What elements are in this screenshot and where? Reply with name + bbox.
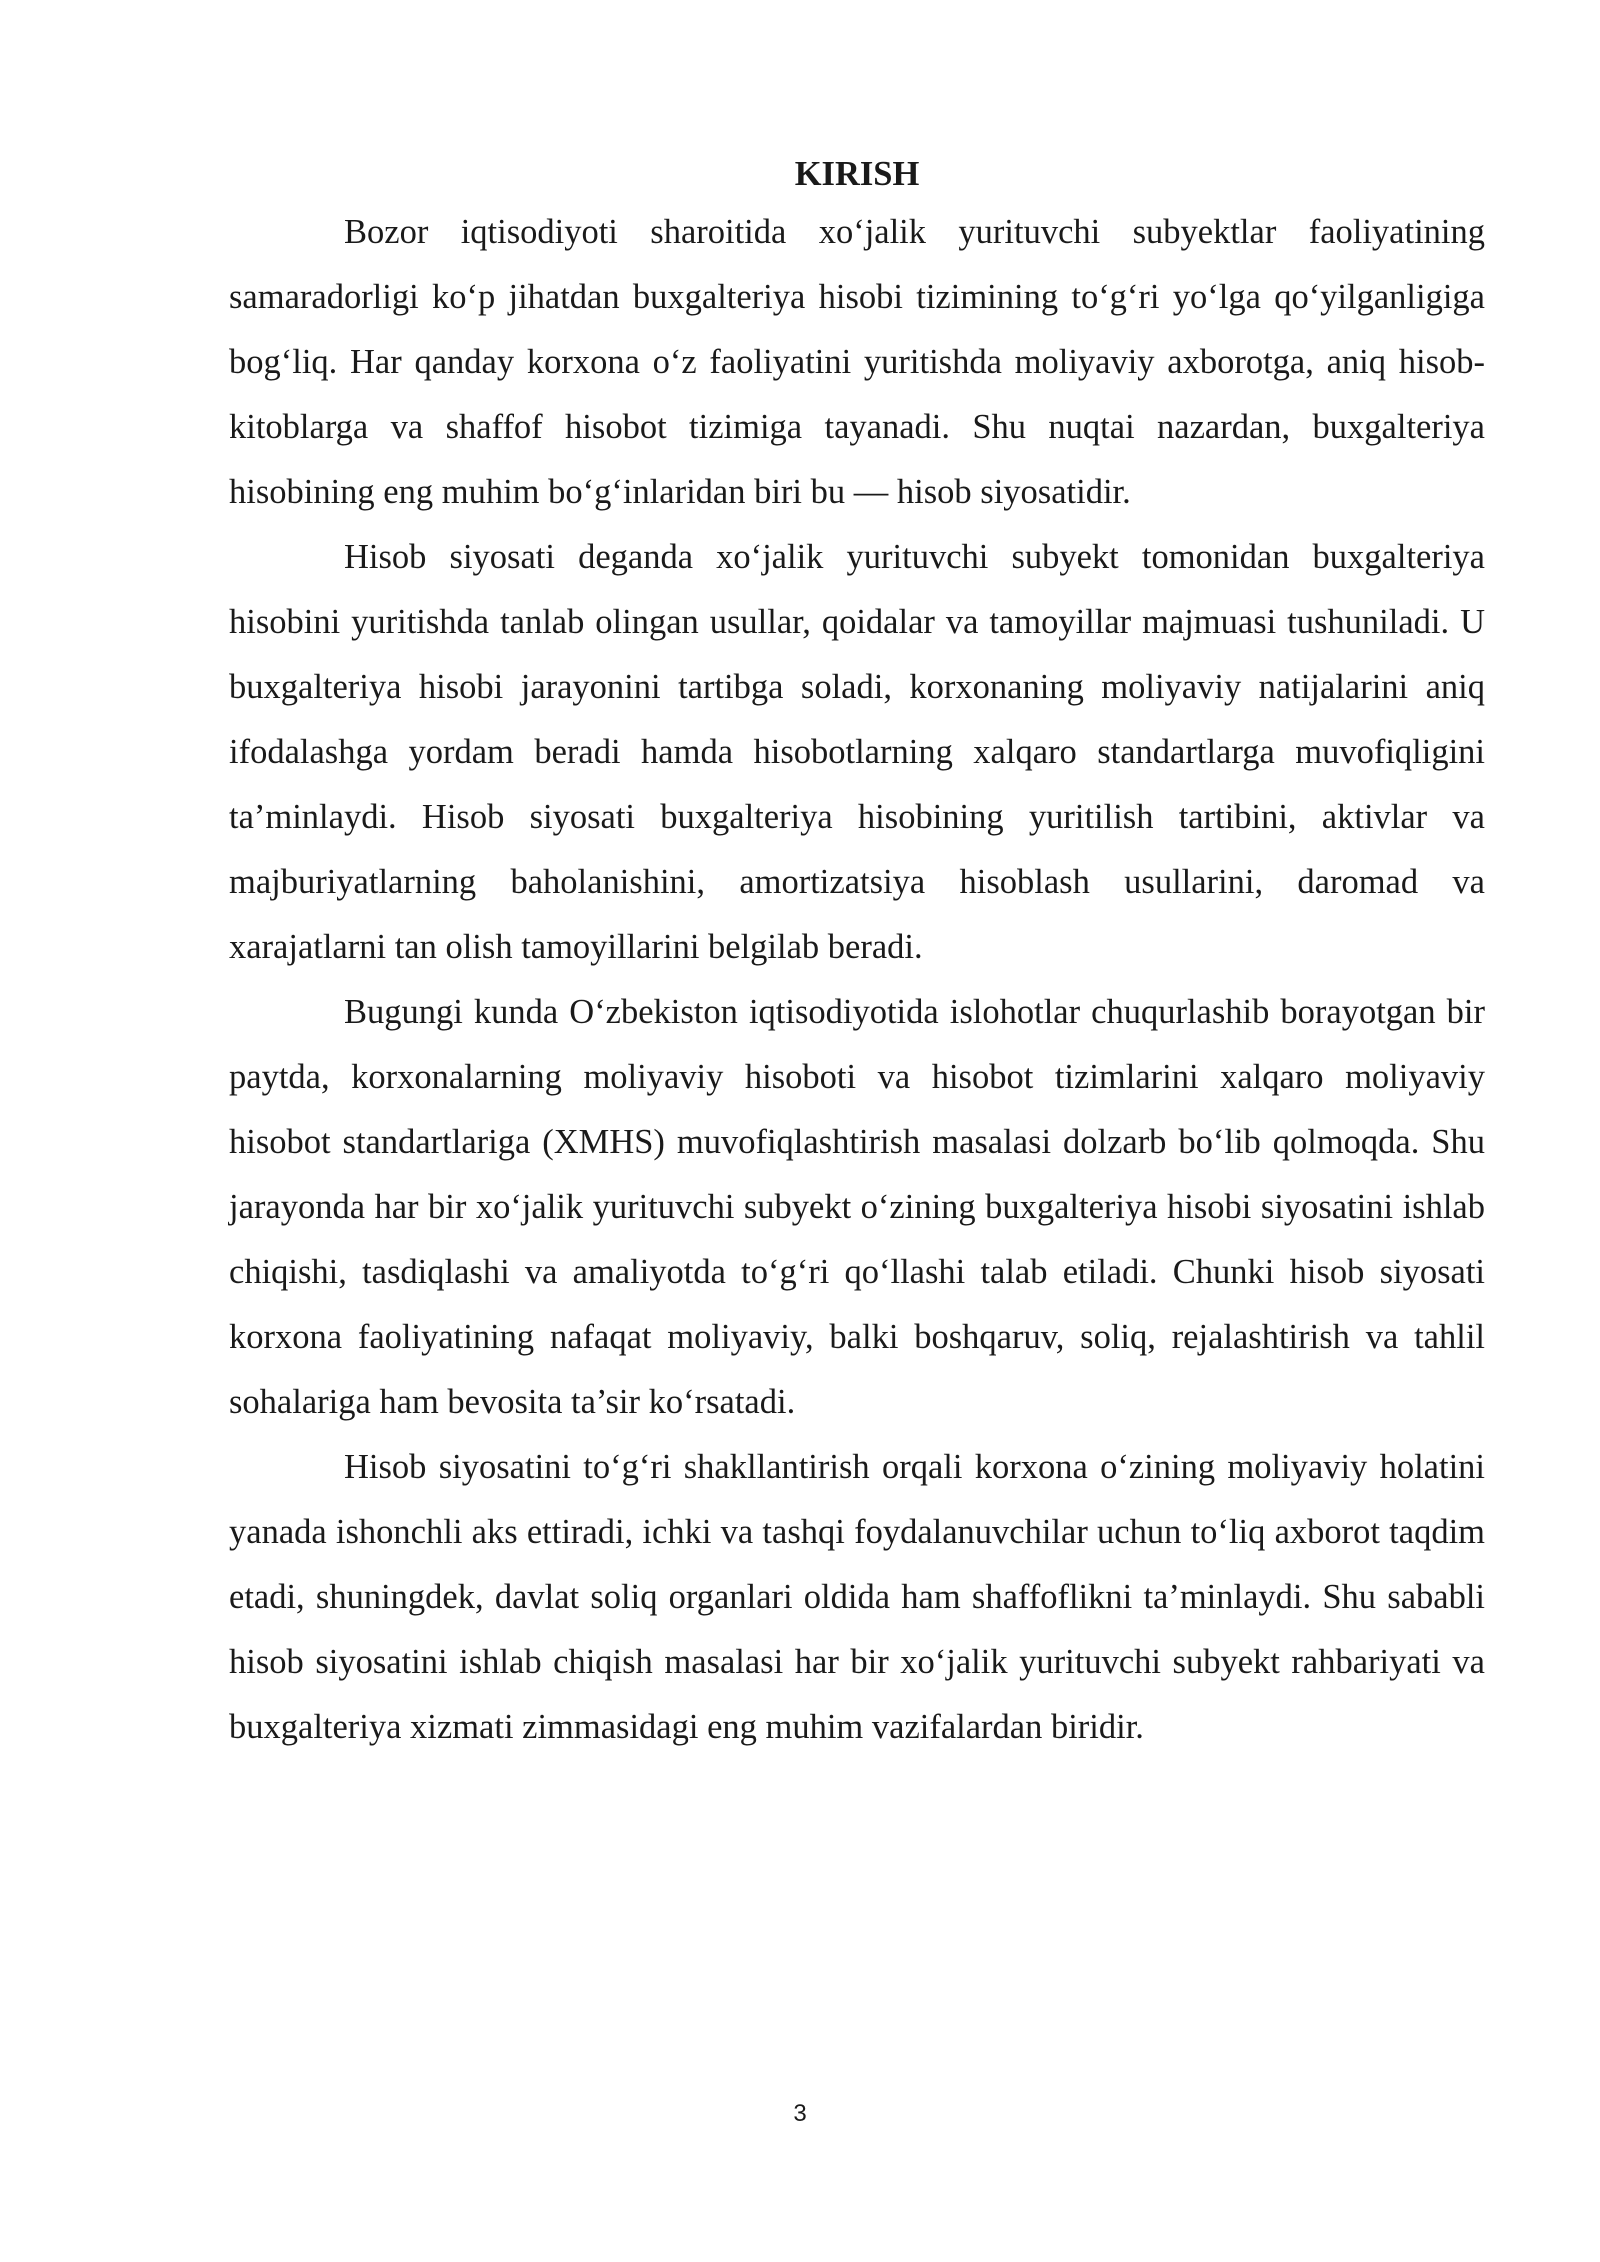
paragraph-4: Hisob siyosatini to‘g‘ri shakllantirish orqali korxona o‘zining moliyaviy holatini yanada ishonchli aks ettiradi, ichki va tashqi foydalanuvchilar uchun to‘liq axborot taqdim etadi, shuningdek, davlat soliq organlari oldida ham shaffoflikni ta’minlaydi. Shu sababli hisob siyosatini ishlab chiqish masalasi har bir xo‘jalik yurituvchi subyekt rahbariyati va buxgalteriya xizmati zimmasidagi eng muhim vazifalardan biridir. bbox=[229, 1448, 1485, 1746]
paragraph-3: Bugungi kunda O‘zbekiston iqtisodiyotida islohotlar chuqurlashib borayotgan bir paytda, korxonalarning moliyaviy hisoboti va hisobot tizimlarini xalqaro moliyaviy hisobot standartlariga (XMHS) muvofiqlashtirish masalasi dolzarb bo‘lib qolmoqda. Shu jarayonda har bir xo‘jalik yurituvchi subyekt o‘zining buxgalteriya hisobi siyosatini ishlab chiqishi, tasdiqlashi va amaliyotda to‘g‘ri qo‘llashi talab etiladi. Chunki hisob siyosati korxona faoliyatining nafaqat moliyaviy, balki boshqaruv, soliq, rejalashtirish va tahlil sohalariga ham bevosita ta’sir ko‘rsatadi. bbox=[229, 993, 1485, 1421]
paragraph-2: Hisob siyosati deganda xo‘jalik yurituvchi subyekt tomonidan buxgalteriya hisobini yuritishda tanlab olingan usullar, qoidalar va tamoyillar majmuasi tushuniladi. U buxgalteriya hisobi jarayonini tartibga soladi, korxonaning moliyaviy natijalarini aniq ifodalashga yordam beradi hamda hisobotlarning xalqaro standartlarga muvofiqligini ta’minlaydi. Hisob siyosati buxgalteriya hisobining yuritilish tartibini, aktivlar va majburiyatlarning baholanishini, amortizatsiya hisoblash usullarini, daromad va xarajatlarni tan olish tamoyillarini belgilab beradi. bbox=[229, 538, 1485, 966]
page-content bbox=[229, 148, 1485, 1760]
paragraph-1: Bozor iqtisodiyoti sharoitida xo‘jalik yurituvchi subyektlar faoliyatining samaradorligi ko‘p jihatdan buxgalteriya hisobi tizimining to‘g‘ri yo‘lga qo‘yilganligiga bog‘liq. Har qanday korxona o‘z faoliyatini yuritishda moliyaviy axborotga, aniq hisob-kitoblarga va shaffof hisobot tizimiga tayanadi. Shu nuqtai nazardan, buxgalteriya hisobining eng muhim bo‘g‘inlaridan biri bu — hisob siyosatidir. bbox=[229, 213, 1485, 511]
page-number: 3 bbox=[793, 2100, 807, 2127]
section-title: KIRISH bbox=[794, 155, 920, 193]
